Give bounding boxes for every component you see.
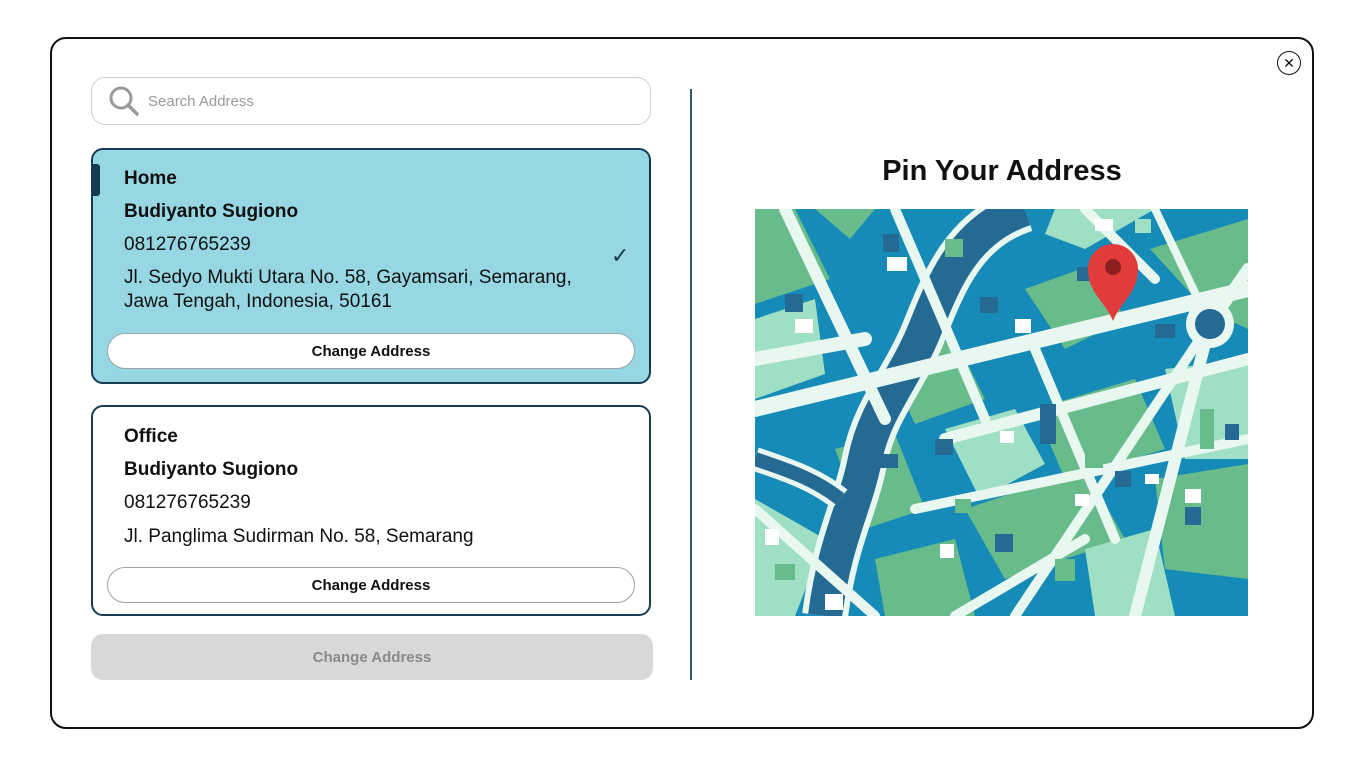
search-input[interactable] [146,92,630,111]
change-address-button-office[interactable]: Change Address [107,567,635,603]
full-address: Jl. Sedyo Mukti Utara No. 58, Gayamsari, Semarang, Jawa Tengah, Indonesia, 50161 [124,267,572,312]
panel-divider [690,89,692,680]
search-icon [106,83,142,119]
full-address: Jl. Panglima Sudirman No. 58, Semarang [124,526,474,547]
phone-number: 081276765239 [124,492,251,513]
address-label: Office [124,426,178,447]
location-dot-icon [1195,309,1225,339]
check-icon: ✓ [611,243,630,268]
selected-indicator [93,164,100,196]
search-bar[interactable] [91,77,651,125]
map-title: Pin Your Address [882,155,1122,187]
recipient-name: Budiyanto Sugiono [124,201,299,222]
close-icon[interactable]: ✕ [1277,51,1301,75]
map-view[interactable] [755,209,1248,616]
change-address-submit-button[interactable]: Change Address [91,634,653,680]
address-card-home[interactable] [91,148,651,384]
recipient-name: Budiyanto Sugiono [124,459,299,480]
address-card-office[interactable] [91,405,651,616]
change-address-button-home[interactable]: Change Address [107,333,635,369]
address-label: Home [124,168,177,189]
map-illustration[interactable] [755,209,1248,616]
phone-number: 081276765239 [124,234,251,255]
